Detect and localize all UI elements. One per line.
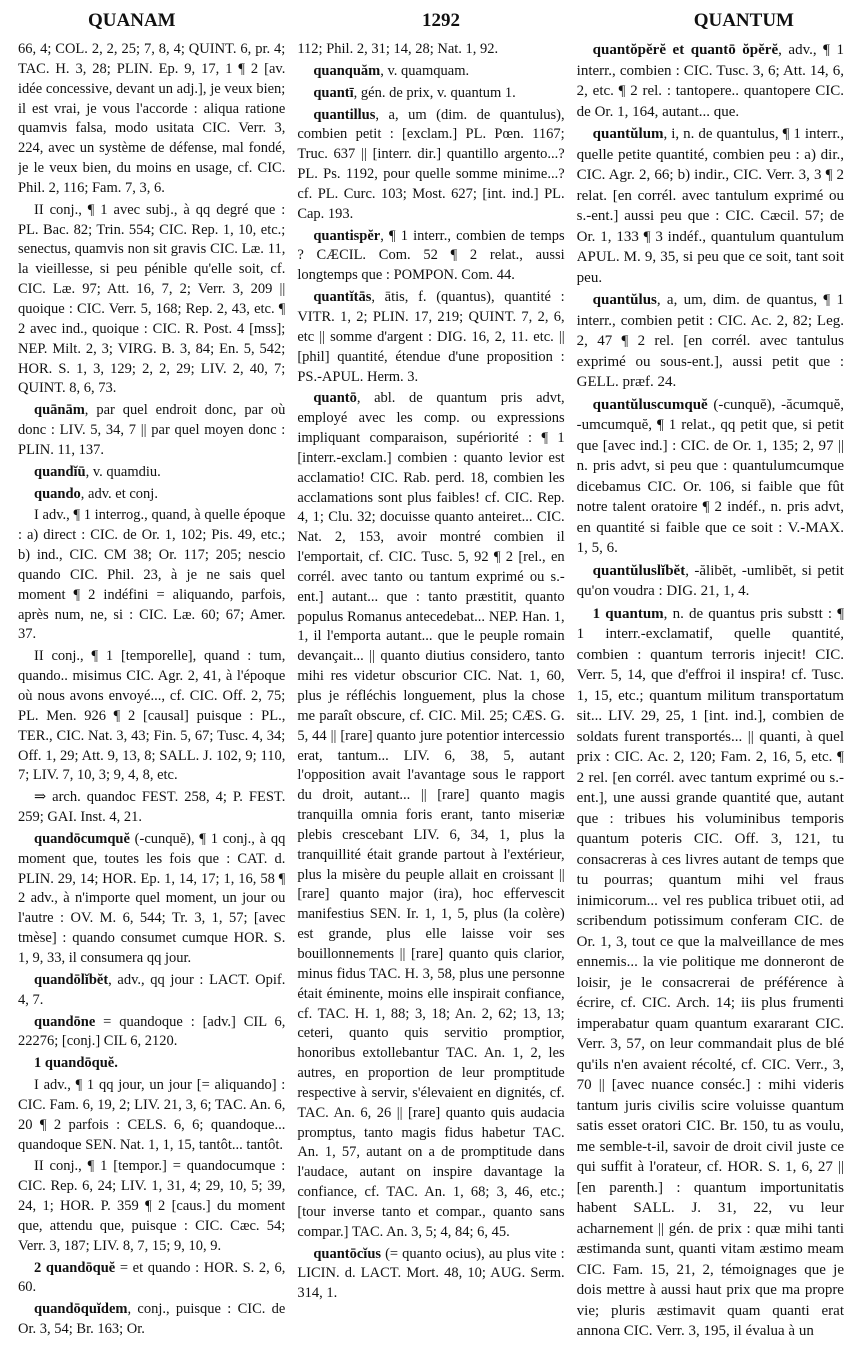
dictionary-entry: quantōcĭus (= quanto ocius), au plus vite : LICIN. d. LACT. Mort. 48, 10; AUG. Serm. 314, 1. bbox=[297, 1245, 565, 1302]
dictionary-entry: quantŏpĕrĕ et quantō ŏpĕrĕ, adv., ¶ 1 interr., combien : CIC. Tusc. 3, 6; Att. 14, 6, 2, etc. ¶ 2 rel. : tantopere.. quantopere CIC. de Or. 1, 164, autant... que. bbox=[576, 42, 844, 120]
dictionary-entry: quantō, abl. de quantum pris advt, employé avec les comp. ou expressions impliquant comparaison, supériorité : ¶ 1 [interr.-exclam.] combien : quanto levior est acclamatio! CIC. Rab. perd. 18, combien les acclamations sont plus faibles! cf. CIC. Rep. 4, 1; Clu. 32; docuisse quanto anteiret... CIC. Nat. 2, 153, avoir montré combien il l'emportait, cf. CIC. Tusc. 5, 92 ¶ 2 [rel., en corrél. avec tanto ou tantum exprimé ou s.-ent.] autant... que : tanto præstitit, quanto populus Romanus antecedebat... NEP. Han. 1, 1, il l'emporta autant... que le peuple romain devançait... || quanto diutius considero, tanto mihi res videtur obscurior CIC. Nat. 1, 60, plus je réfléchis longuement, plus la chose me paraît obscure, cf. CIC. Mil. 25; CÆS. G. 5, 44 || [rare] quanto jure potentior intercessio erat, tantum... LIV. 6, 38, 5, autant l'opposition avait l'avantage sous le rapport du droit, autant... || [rare] quanto magis tranquilla omnia foris erant, tanto miseriæ plebis crescebant LIV. 6, 34, 1, plus la tranquillité était grande partout à l'extérieur, plus la misère du peuple allait en croissant || [rare] quanto major (ira), hoc effervescit manifestius SEN. Ir. 1, 1, 5, plus (la colère) est grande, plus elle laisse voir ses bouillonnements || [rare] quanto quis clarior, minus fidus TAC. H. 3, 58, plus une personne était éminente, moins elle inspirait confiance, cf. TAC. H. 1, 88; 3, 18; An. 2, 62; 13, 13; ceteri, quanto quis servitio promptior, honoribus extollebantur TAC. An. 1, 2, les autres, en proportion de leur promptitude respective à servir, s'élevaient en dignités, cf. TAC. An. 6, 26 || [rare] quanto quis audacia promptus, tanto magis fidus habetur TAC. An. 1, 57, autant on a de promptitude dans l'audace, autant on inspire davantage la confiance, cf. TAC. An. 1, 68; 3, 46, etc.; [tour inverse tanto et compar., quanto sans compar.] TAC. An. 3, 5; 4, 84; 6, 45. bbox=[297, 390, 565, 1240]
page-header bbox=[18, 6, 844, 36]
text-columns bbox=[18, 40, 844, 1352]
dictionary-entry: 1 quantum, n. de quantus pris substt : ¶ 1 interr.-exclamatif, quelle quantité, combien : quantum terroris injecit! CIC. Verr. 5, 14, que d'effroi il inspira! cf. Tusc. 1, 15, etc.; quantum militum transportatum sit... LIV. 29, 25, 1 [int. ind.], combien de soldats furent transportés... || quanti, à quel prix : CIC. Ac. 2, 120; Fam. 2, 16, 5, etc. ¶ 2 rel. [en corrél. avec tantum exprimé ou s.-ent.], une aussi grande quantité que, autant que : tribues his voluminibus temporis quantum poteris CIC. Off. 3, 121, tu consacreras à ces livres autant de temps que tu pourras; quantum mihi vel fraus inimicorum... vel res publica tribuet otii, ad scribendum potissimum conferam CIC. de Or. 1, 3, tout ce que la malveillance de mes ennemis... la vie politique me donneront de loisir, je le consacrerai de préférence à écrire, cf. CIC. Arch. 14; iis plus frumenti imperabatur quam quantum exararant CIC. Verr. 3, 57, on leur commandait plus de blé qu'ils n'en avaient récolté, cf. CIC. Verr., 3, 70 || [avec nuance conséc.] : mihi videris tantum juris civilis scire voluisse quantum satis esset oratori CIC. Br. 150, tu as voulu, me semble-t-il, savoir de droit civil juste ce qui suffit à l'orateur, cf. HOR. S. 1, 6, 27 || [en parenth.] : quantum importunitatis habent SALL. J. 31, 22, vu leur acharnement || gén. de prix : quæ mihi tanti æstimanda sunt, quanti vitam æstimo meam CIC. Fam. 15, 21, 2, témoignages que je dois mettre à aussi haut prix que ma propre vie; pluris æstimavit quam quanti erat annona CIC. Verr. 3, 195, il évalua à un bbox=[576, 605, 844, 1339]
dictionary-entry: quanquăm, v. quamquam. bbox=[313, 62, 470, 79]
dictionary-entry: quandōquĭdem, conj., puisque : CIC. de Or. 3, 54; Br. 163; Or. bbox=[18, 1301, 286, 1338]
continued-entry-text: 112; Phil. 2, 31; 14, 28; Nat. 1, 92. bbox=[297, 41, 499, 57]
dictionary-entry: II conj., ¶ 1 [temporelle], quand : tum, quando.. misimus CIC. Agr. 2, 41, à l'époque où nous avons envoyé..., cf. CIC. Off. 2, 75; PL. Men. 926 ¶ 2 [causal] puisque : PL., TER., CIC. Nat. 3, 43; Fin. 5, 67; Tusc. 4, 34; Off. 1, 29; Att. 9, 13, 8; SALL. J. 102, 9; 110, 7; LIV. 7, 10, 3; 9, 4, 8, etc. bbox=[18, 648, 286, 784]
dictionary-entry: ⇒ arch. quandoc FEST. 258, 4; P. FEST. 259; GAI. Inst. 4, 21. bbox=[18, 789, 286, 826]
dictionary-entry: I adv., ¶ 1 qq jour, un jour [= aliquando] : CIC. Fam. 6, 19, 2; LIV. 21, 3, 6; TAC. An. 6, 20 ¶ 2 parfois : CELS. 6, 6; quandoque... quandoque SEN. Nat. 1, 1, 15, tantôt... tantôt. bbox=[18, 1077, 286, 1153]
dictionary-entry: quantŭlus, a, um, dim. de quantus, ¶ 1 interr., combien petit : CIC. Ac. 2, 82; Leg. 2, 47 ¶ 2 rel. [en corrél. avec tantulus exprimé ou sous-ent.], aussi petit que : GELL. præf. 24. bbox=[576, 292, 844, 390]
dictionary-entry: quandĭū, v. quamdiu. bbox=[34, 463, 161, 480]
dictionary-entry: quantŭlum, i, n. de quantulus, ¶ 1 interr., quelle petite quantité, combien peu : a) dir., CIC. Agr. 2, 66; b) indir., CIC. Verr. 3, 3 ¶ 2 relat. [en corrél. avec tantulum exprimé ou s.-ent.] aussi peu que : CIC. Cæcil. 57; de Or. 1, 133 ¶ 3 indéf., quantulum quantulum APUL. M. 9, 35, si peu que ce soit, tant soit peu. bbox=[576, 126, 844, 286]
dictionary-entry: II conj., ¶ 1 avec subj., à qq degré que : PL. Bac. 82; Trin. 554; CIC. Rep. 1, 10, etc.; senectus, quamvis non sit gravis CIC. Læ. 11, la vieillesse, si peu pénible qu'elle soit, cf. CIC. Læ. 97; Att. 16, 7, 2; Verr. 3, 209 || quoique : CIC. Verr. 5, 168; Rep. 2, 43, etc. ¶ 2 avec ind., quoique : CIC. R. Post. 4 [mss]; NEP. Milt. 2, 3; VIRG. B. 3, 84; En. 5, 542; HOR. S. 1, 3, 129; 2, 2, 29; LIV. 2, 40, 7; QUINT. 8, 6, 73. bbox=[18, 201, 286, 397]
left-headword: QUANAM bbox=[88, 10, 176, 31]
dictionary-entry: II conj., ¶ 1 [tempor.] = quandocumque : CIC. Rep. 6, 24; LIV. 1, 31, 4; 29, 10, 5; 39, 24, 1; HOR. P. 359 ¶ 2 [caus.] du moment que, attendu que, puisque : CIC. Cæc. 54; Verr. 3, 187; LIV. 8, 7, 15; 9, 10, 9. bbox=[18, 1158, 286, 1254]
page-number: 1292 bbox=[421, 10, 460, 31]
dictionary-entry: quandōlĭbĕt, adv., qq jour : LACT. Opif. 4, 7. bbox=[18, 971, 286, 1008]
dictionary-entry: 2 quandōquĕ = et quando : HOR. S. 2, 6, 60. bbox=[18, 1259, 286, 1296]
dictionary-entry: 1 quandōquĕ. bbox=[34, 1055, 118, 1072]
dictionary-entry: quandōne = quandoque : [adv.] CIL 6, 22276; [conj.] CIL 6, 2120. bbox=[18, 1013, 286, 1050]
dictionary-entry: quantŭluscumquĕ (-cunquĕ), -ăcumquĕ, -umcumquĕ, ¶ 1 relat., qq petit que, si petit que [avec ind.] : CIC. de Or. 1, 135; 2, 97 || n. pris advt, si peu que : quantulumcumque dicebamus CIC. Or. 106, si faible que fût notre talent oratoire ¶ 2 indéf., n. pris advt, en quantité si faible que ce soit : V.-MAX. 1, 5, 6. bbox=[576, 396, 844, 556]
dictionary-entry: quantillus, a, um (dim. de quantulus), combien petit : [exclam.] PL. Pœn. 1167; Truc. 637 || [interr. dir.] quantillo argento...? PL. Ps. 1192, pour quelle somme minime...? cf. PL. Curc. 103; Most. 627; [int. ind.] PL. Cap. 193. bbox=[297, 106, 565, 222]
dictionary-entry: quānām, par quel endroit donc, par où donc : LIV. 5, 34, 7 || par quel moyen donc : PLIN. 11, 137. bbox=[18, 402, 286, 458]
right-headword: QUANTUM bbox=[693, 10, 794, 31]
dictionary-entry: quantŭluslĭbĕt, -ălibĕt, -umlibĕt, si petit qu'on voudra : DIG. 21, 1, 4. bbox=[576, 562, 844, 599]
dictionary-entry: quantĭtās, ātis, f. (quantus), quantité : VITR. 1, 2; PLIN. 17, 219; QUINT. 7, 2, 6, etc || somme d'argent : DIG. 16, 2, 11. etc. || [phil] quantité, étendue d'une proposition : PS.-APUL. Herm. 3. bbox=[297, 289, 565, 385]
dictionary-entry: I adv., ¶ 1 interrog., quand, à quelle époque : a) direct : CIC. de Or. 1, 102; Pis. 49, etc.; b) ind., CIC. CM 38; Or. 117; 205; nescio quando CIC. Phil. 23, à je ne sais quel moment ¶ 2 indéfini = aliquando, parfois, après num, ne, si : CIC. Læ. 60; 67; Amer. 37. bbox=[18, 507, 286, 643]
column-right bbox=[577, 40, 844, 1352]
dictionary-entry: quantispĕr, ¶ 1 interr., combien de temps ? CÆCIL. Com. 52 ¶ 2 relat., aussi longtemps que : POMPON. Com. 44. bbox=[297, 227, 565, 284]
column-middle bbox=[297, 40, 564, 1352]
dictionary-entry: quando, adv. et conj. bbox=[34, 485, 158, 502]
continued-entry-text: 66, 4; COL. 2, 2, 25; 7, 8, 4; QUINT. 6, pr. 4; TAC. H. 3, 28; PLIN. Ep. 9, 17, 1 ¶ 2 [av. idée concessive, devant un adj.], je veux bien; il est vrai, je vous l'accorde : aliqua ratione quamvis falsa, modo usitata CIC. Verr. 3, 224, avec un système de défense, mal fondé, je le veux bien, du moins en usage, cf. CIC. Phil. 2, 116; Fam. 7, 3, 6. bbox=[18, 41, 286, 196]
column-left bbox=[18, 40, 285, 1352]
dictionary-entry: quandōcumquĕ (-cunquĕ), ¶ 1 conj., à qq moment que, toutes les fois que : CAT. d. PLIN. 29, 14; HOR. Ep. 1, 14, 17; 1, 16, 58 ¶ 2 adv., à n'importe quel moment, un jour ou l'autre : OV. M. 6, 544; Tr. 3, 1, 57; [avec tmèse] : quando consumet cumque HOR. S. 1, 9, 33, il consumera qq jour. bbox=[18, 830, 286, 966]
dictionary-entry: quantī, gén. de prix, v. quantum 1. bbox=[313, 84, 516, 101]
